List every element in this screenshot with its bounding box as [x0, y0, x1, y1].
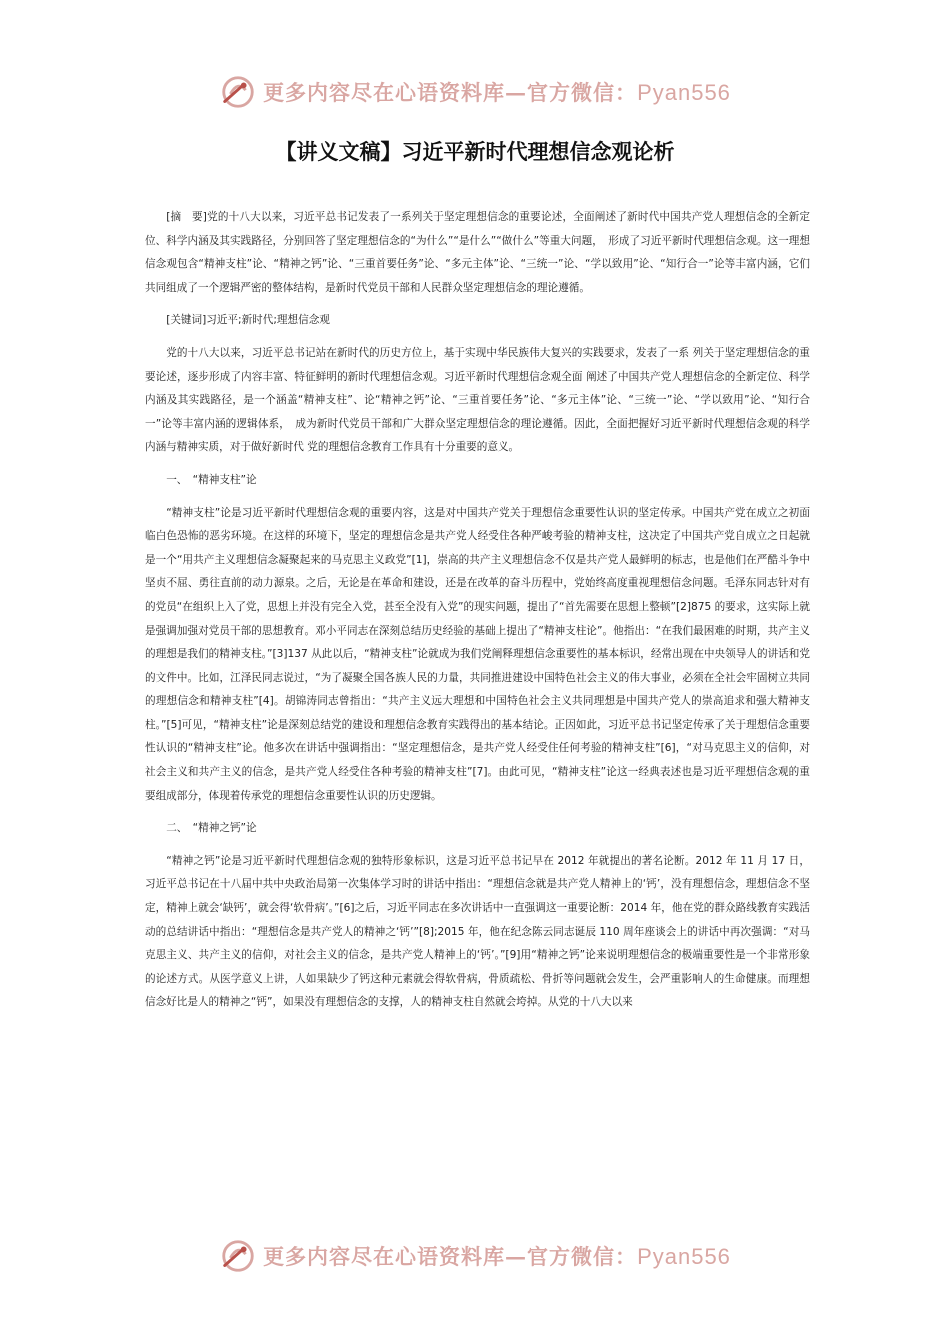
- section-heading-2: 二、 “精神之钙”论: [166, 822, 257, 835]
- section-paragraph-2: “精神之钙”论是习近平新时代理想信念观的独特形象标识，这是习近平总书记早在 2012 年就提出的著名论断。2012 年 11 月 17 日，习近平总书记在十八届中共中央政治局第一次集体学习时的讲话中指出：“理想信念就是共产党人精神上的‘钙’，没有理想信念，理想信念不坚定，精神上就会‘缺钙’，就会得‘软骨病’。”[6]之后，习近平同志在多次讲话中一直强调这一重要论断：2014 年，他在党的群众路线教育实践活动的总结讲话中指出：“理想信念是共产党人的精神之‘钙’”[8];2015 年，他在纪念陈云同志诞辰 110 周年座谈会上的讲话中再次强调：“对马克思主义、共产主义的信仰，对社会主义的信念，是共产党人精神上的‘钙’。”[9]用“精神之钙”论来说明理想信念的极端重要性是一个非常形象的论述方式。从医学意义上讲，人如果缺少了钙这种元素就会得软骨病，骨质疏松、骨折等问题就会发生，会严重影响人的生命健康。而理想信念好比是人的精神之“钙”，如果没有理想信念的支撑，人的精神支柱自然就会垮掉。从党的十八大以来: [145, 854, 810, 1009]
- keywords-paragraph: [关键词]习近平;新时代;理想信念观: [166, 314, 330, 327]
- section-heading-1: 一、 “精神支柱”论: [166, 473, 257, 486]
- intro-paragraph: 党的十八大以来，习近平总书记站在新时代的历史方位上，基于实现中华民族伟大复兴的实践要求，发表了一系 列关于坚定理想信念的重要论述，逐步形成了内容丰富、特征鲜明的新时代理想信念观。习近平新时代理想信念观全面 阐述了中国共产党人理想信念的全新定位、科学内涵及其实践路径，是一个涵盖“精神支柱”、论“精神之钙”论、“三重首要任务”论、“多元主体”论、“三统一”论、“学以致用”论、“知行合一”论等丰富内涵的逻辑体系， 成为新时代党员干部和广大群众坚定理想信念的理论遵循。因此，全面把握好习近平新时代理想信念观的科学内涵与精神实质，对于做好新时代 党的理想信念教育工作具有十分重要的意义。: [145, 346, 810, 454]
- banner-text: 更多内容尽在心语资料库—官方微信：Pyan556: [263, 1244, 731, 1269]
- header-watermark-banner: [0, 70, 950, 114]
- abstract-paragraph: [摘 要]党的十八大以来，习近平总书记发表了一系列关于坚定理想信念的重要论述，全面阐述了新时代中国共产党人理想信念的全新定位、科学内涵及其实践路径，分别回答了坚定理想信念的“为什么”“是什么”“做什么”等重大问题， 形成了习近平新时代理想信念观。这一理想信念观包含“精神支柱”论、“精神之钙”论、“三重首要任务”论、“多元主体”论、“三统一”论、“学以致用”论、“知行合一”论等丰富内涵，它们共同组成了一个逻辑严密的整体结构，是新时代党员干部和人民群众坚定理想信念的理论遵循。: [145, 211, 810, 294]
- section-paragraph-1: “精神支柱”论是习近平新时代理想信念观的重要内容，这是对中国共产党关于理想信念重要性认识的坚定传承。中国共产党在成立之初面临白色恐怖的恶劣环境。在这样的环境下，坚定的理想信念是共产党人经受住各种严峻考验的精神支柱，这决定了中国共产党自成立之日起就是一个“用共产主义理想信念凝聚起来的马克思主义政党”[1]，崇高的共产主义理想信念不仅是共产党人最鲜明的标志，也是他们在严酷斗争中坚贞不屈、勇往直前的动力源泉。之后，无论是在革命和建设，还是在改革的奋斗历程中，党始终高度重视理想信念问题。毛泽东同志针对有的党员“在组织上入了党，思想上并没有完全入党，甚至全没有入党”的现实问题，提出了“首先需要在思想上整顿”[2]875 的要求，这实际上就是强调加强对党员干部的思想教育。邓小平同志在深刻总结历史经验的基础上提出了“精神支柱论”。他指出：“在我们最困难的时期，共产主义的理想是我们的精神支柱。”[3]137 从此以后，“精神支柱”论就成为我们党阐释理想信念重要性的基本标识，经常出现在中央领导人的讲话和党的文件中。比如，江泽民同志说过，“为了凝聚全国各族人民的力量，共同推进建设中国特色社会主义的伟大事业，必须在全社会牢固树立共同的理想信念和精神支柱”[4]。胡锦涛同志曾指出：“共产主义远大理想和中国特色社会主义共同理想是中国共产党人的崇高追求和强大精神支柱。”[5]可见，“精神支柱”论是深刻总结党的建设和理想信念教育实践得出的基本结论。正因如此，习近平总书记坚定传承了关于理想信念重要性认识的“精神支柱”论。他多次在讲话中强调指出：“坚定理想信念，是共产党人经受住任何考验的精神支柱”[6]，“对马克思主义的信仰，对社会主义和共产主义的信念，是共产党人经受住各种考验的精神支柱”[7]。由此可见，“精神支柱”论这一经典表述也是习近平理想信念观的重要组成部分，体现着传承党的理想信念重要性认识的历史逻辑。: [145, 506, 810, 802]
- brand-logo-icon: [219, 73, 257, 111]
- document-body: [145, 206, 810, 1024]
- banner-text: 更多内容尽在心语资料库—官方微信：Pyan556: [263, 80, 731, 105]
- document-title: 【讲义文稿】习近平新时代理想信念观论析: [275, 140, 675, 164]
- brand-logo-icon: [219, 1237, 257, 1275]
- footer-watermark-banner: [0, 1234, 950, 1278]
